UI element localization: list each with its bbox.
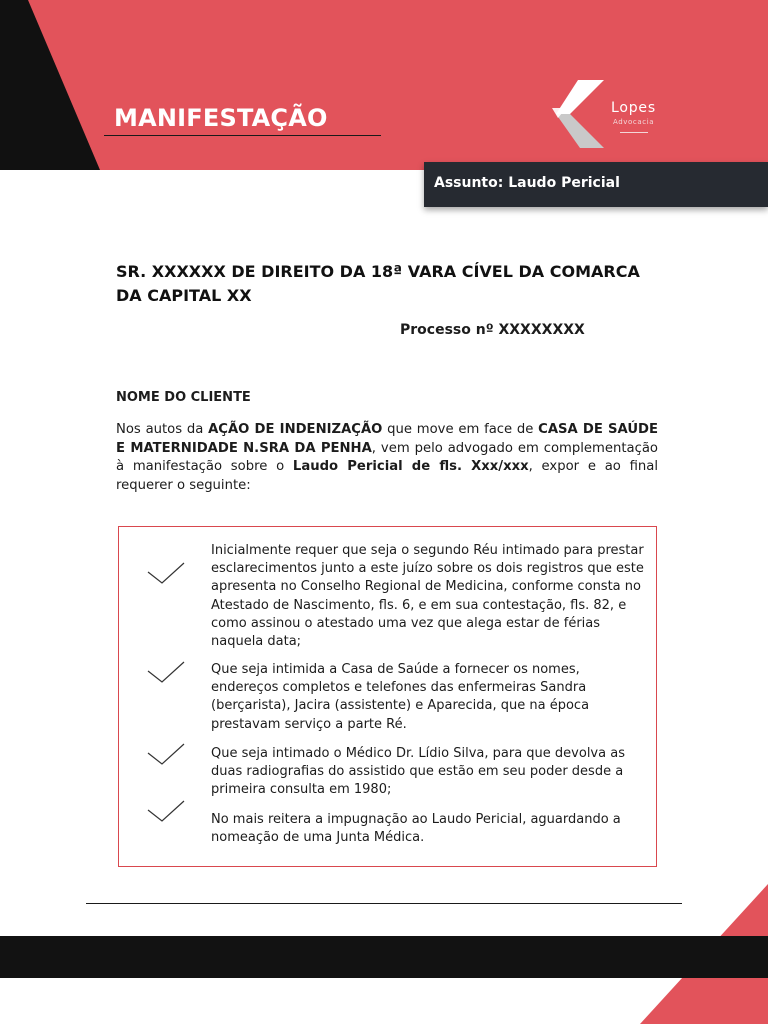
addressee-heading: SR. XXXXXX DE DIREITO DA 18ª VARA CÍVEL DA COMARCA DA CAPITAL XX <box>116 262 640 305</box>
process-number: Processo nº XXXXXXXX <box>400 322 585 338</box>
check-icon <box>147 742 185 766</box>
footer-band <box>0 936 768 978</box>
document-title: MANIFESTAÇÃO <box>114 104 328 132</box>
logo-name: Lopes <box>611 100 656 116</box>
check-icon <box>147 561 185 585</box>
title-underline <box>104 135 381 136</box>
request-item: Que seja intimida a Casa de Saúde a fornecer os nomes, endereços completos e telefones das enfermeiras Sandra (berçarista), Jacira (assistente) e Aparecida, que na época prestavam serviço a parte Ré. <box>211 662 590 732</box>
check-icon <box>147 799 185 823</box>
check-icon <box>147 660 185 684</box>
intro-text: Nos autos da <box>116 422 209 437</box>
logo-subtitle: Advocacia <box>613 118 655 126</box>
request-item: Que seja intimado o Médico Dr. Lídio Silva, para que devolva as duas radiografias do assistido que estão em seu poder desde a primeira consulta em 1980; <box>211 746 625 798</box>
requests-box <box>118 526 657 867</box>
request-item: Inicialmente requer que seja o segundo Réu intimado para prestar esclarecimentos junto a este juízo sobre os dois registros que este apresenta no Conselho Regional de Medicina, conforme consta no Atestado de Nascimento, fls. 6, e em sua contestação, fls. 82, e como assinou o atestado uma vez que alega estar de férias naquela data; <box>211 543 644 650</box>
client-name: NOME DO CLIENTE <box>116 390 251 405</box>
intro-text: que move em face de <box>382 422 539 437</box>
intro-paragraph <box>116 421 658 495</box>
intro-text: , expor e ao final requerer o seguinte: <box>116 459 658 493</box>
action-name: AÇÃO DE INDENIZAÇÃO <box>208 422 383 437</box>
footer-divider <box>86 903 682 904</box>
report-reference: Laudo Pericial de fls. Xxx/xxx <box>292 459 529 474</box>
request-item: No mais reitera a impugnação ao Laudo Pericial, aguardando a nomeação de uma Junta Médica. <box>211 812 621 846</box>
subject-label: Assunto: Laudo Pericial <box>434 175 620 191</box>
intro-text: , vem pelo advogado em complementação à manifestação sobre o <box>116 440 658 474</box>
defendant-name: CASA DE SAÚDE E MATERNIDADE N.SRA DA PENHA <box>116 422 658 456</box>
logo-divider <box>620 132 648 133</box>
chevron-logo-icon <box>546 78 610 150</box>
subject-box <box>424 162 768 207</box>
company-logo <box>546 78 666 150</box>
